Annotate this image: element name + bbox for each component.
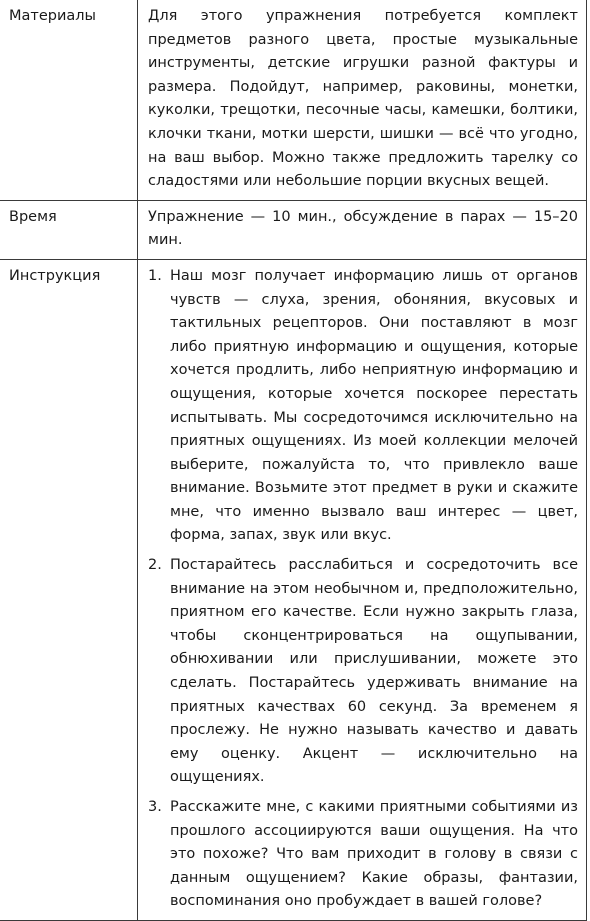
table-row-materials (0, 0, 587, 200)
time-label: Время (0, 200, 138, 259)
time-text: Упражнение — 10 мин., обсуждение в парах — 15–20 мин. (138, 200, 587, 259)
step-number: 2. (148, 557, 162, 574)
instruction-label: Инструкция (0, 259, 138, 920)
step-number: 1. (148, 267, 162, 284)
list-item (148, 554, 578, 790)
step-number: 3. (148, 799, 162, 815)
list-item (148, 265, 578, 548)
step-text: Расскажите мне, с какими приятными событиями из прошлого ассоциируются ваши ощущения. На что это похоже? Что вам приходит в голову в связи с данным ощущением? Какие образы, фантазии, воспоминания оно пробуждает в вашей голове? (170, 799, 578, 910)
step-text: Постарайтесь расслабиться и сосредоточить все внимание на этом необычном и, предположительно, приятном его качестве. Если нужно закрыть глаза, чтобы сконцентрироваться на ощупывании, обнюхивании или прислушивании, можете это сделать. Постарайтесь удерживать внимание на приятных качествах 60 секунд. За временем я прослежу. Не нужно называть качество и давать ему оценку. Акцент — исключительно на ощущениях. (170, 557, 578, 786)
table-row-time (0, 200, 587, 259)
materials-text: Для этого упражнения потребуется комплект предметов разного цвета, простые музыкальные инструменты, детские игрушки разной фактуры и размера. Подойдут, например, раковины, монетки, куколки, трещотки, песочные часы, камешки, болтики, клочки ткани, мотки шерсти, шишки — всё что угодно, на ваш выбор. Можно также предложить тарелку со сладостями или небольшие порции вкусных вещей. (138, 0, 587, 200)
list-item (148, 796, 578, 914)
materials-label: Материалы (0, 0, 138, 200)
instruction-body (138, 259, 587, 920)
table-row-instruction (0, 259, 587, 920)
instruction-steps (148, 265, 578, 914)
step-text: Наш мозг получает информацию лишь от органов чувств — слуха, зрения, обоняния, вкусовых и тактильных рецепторов. Они поставляют в мозг либо приятную информацию и ощущения, которые хочется продлить, либо неприятную информацию и ощущения, которые хочется поскорее перестать испытывать. Мы сосредоточимся исключительно на приятных ощущениях. Из моей коллекции мелочей выберите, пожалуйста то, что привлекло ваше внимание. Возьмите этот предмет в руки и скажите мне, что именно вызвало ваш интерес — цвет, форма, запах, звук или вкус. (170, 267, 578, 544)
